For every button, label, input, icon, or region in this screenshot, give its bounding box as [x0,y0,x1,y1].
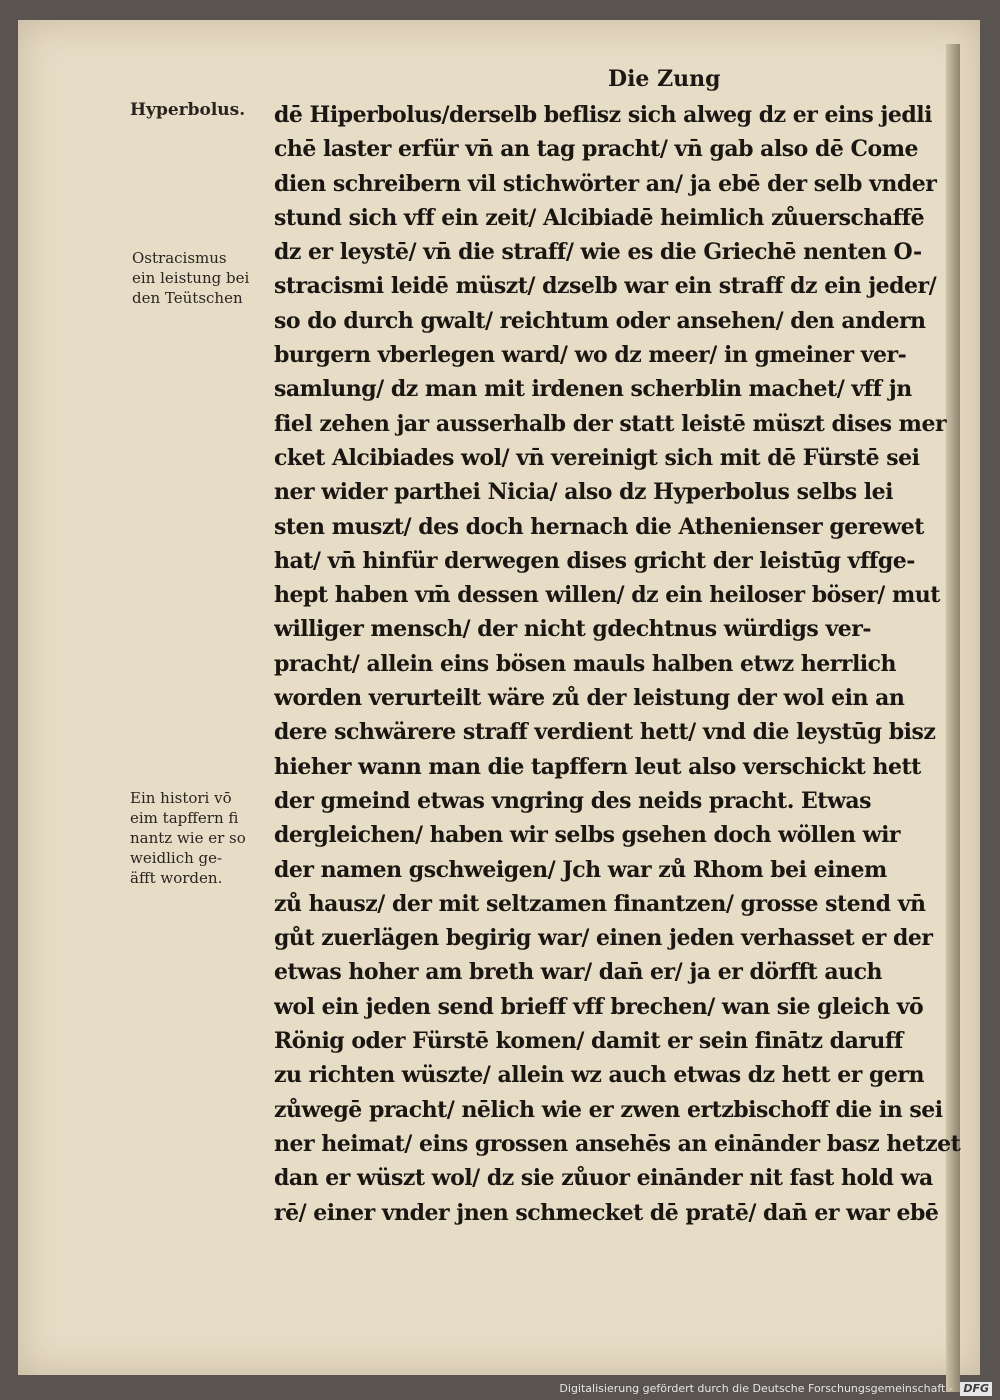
body-line: dz er leystē/ vn̄ die straff/ wie es die Griechē nenten O- [274,239,922,266]
body-line: worden verurteilt wäre zů der leistung der wol ein an [274,685,905,712]
body-line: cket Alcibiades wol/ vn̄ vereinigt sich mit dē Fürstē sei [274,444,920,471]
footer-text: Digitalisierung gefördert durch die Deutsche Forschungsgemeinschaft - [559,1382,953,1395]
body-line: zu richten wüszte/ allein wz auch etwas dz hett er gern [274,1062,924,1089]
body-line: stracismi leidē müszt/ dzselb war ein straff dz ein jeder/ [274,273,937,300]
body-line: hat/ vn̄ hinfür derwegen dises gricht der leistūg vffge- [274,547,915,574]
body-line: samlung/ dz man mit irdenen scherblin machet/ vff jn [274,376,912,403]
body-line: hieher wann man die tapffern leut also verschickt hett [274,753,921,780]
body-line: williger mensch/ der nicht gdechtnus würdigs ver- [274,616,871,643]
body-line: dergleichen/ haben wir selbs gsehen doch wöllen wir [274,822,901,849]
body-line: sten muszt/ des doch hernach die Athenienser gerewet [274,513,924,540]
marginal-note-ostracismus [132,248,249,308]
body-line: der namen gschweigen/ Jch war zů Rhom bei einem [274,856,887,883]
marginal-note-line: nantz wie er so [130,829,246,847]
running-head: Die Zung [608,66,721,92]
body-line: dere schwärere straff verdient hett/ vnd die leystūg bisz [274,719,936,746]
body-line: burgern vberlegen ward/ wo dz meer/ in gmeiner ver- [274,342,907,369]
body-line: gůt zuerlägen begirig war/ einen jeden verhasset er der [274,925,933,952]
marginal-note-line: weidlich ge- [130,849,223,867]
body-line: etwas hoher am breth war/ dan̄ er/ ja er dörfft auch [274,959,882,986]
body-line: wol ein jeden send brieff vff brechen/ wan sie gleich vō [274,993,924,1020]
body-line: der gmeind etwas vngring des neids pracht. Etwas [274,787,872,814]
body-line: ner heimat/ eins grossen ansehēs an einānder basz hetzet [274,1130,961,1157]
marginal-note-line: Hyperbolus. [130,100,246,120]
body-line: so do durch gwalt/ reichtum oder ansehen/ den andern [274,307,926,334]
marginal-note-hyperbolus [130,100,245,120]
dfg-logo: DFG [960,1382,992,1396]
marginal-note-line: äfft worden. [130,869,223,887]
body-line: dē Hiperbolus/derselb beflisz sich alweg dz er eins jedli [274,102,932,128]
body-line: ner wider parthei Nicia/ also dz Hyperbolus selbs lei [274,479,893,506]
marginal-note-line: eim tapffern fi [130,809,239,827]
body-line: pracht/ allein eins bösen mauls halben etwz herrlich [274,650,897,677]
body-line: chē laster erfür vn̄ an tag pracht/ vn̄ gab also dē Come [274,136,918,163]
body-line: zůwegē pracht/ nēlich wie er zwen ertzbischoff die in sei [274,1096,943,1123]
body-line: dien schreibern vil stichwörter an/ ja ebē der selb vnder [274,170,937,197]
body-text [274,98,964,1230]
body-line: hept haben vm̄ dessen willen/ dz ein heiloser böser/ mut [274,582,940,609]
footer-credit [559,1382,992,1396]
body-line: dan er wüszt wol/ dz sie zůuor einānder nit fast hold wa [274,1165,933,1192]
body-line: Rönig oder Fürstē komen/ damit er sein finātz daruff [274,1028,903,1055]
marginal-note-line: Ein histori vō [130,789,232,807]
marginal-note-line: Ostracismus [132,249,227,267]
marginal-note-line: den Teütschen [132,289,243,307]
marginal-note-histori [130,788,246,888]
body-line: rē/ einer vnder jnen schmecket dē pratē/ dan̄ er war ebē [274,1199,939,1226]
body-line: fiel zehen jar ausserhalb der statt leistē müszt dises mer [274,410,947,437]
body-line: zů hausz/ der mit seltzamen finantzen/ grosse stend vn̄ [274,890,926,917]
marginal-note-line: ein leistung bei [132,269,250,287]
body-line: stund sich vff ein zeit/ Alcibiadē heimlich zůuerschaffē [274,204,925,231]
